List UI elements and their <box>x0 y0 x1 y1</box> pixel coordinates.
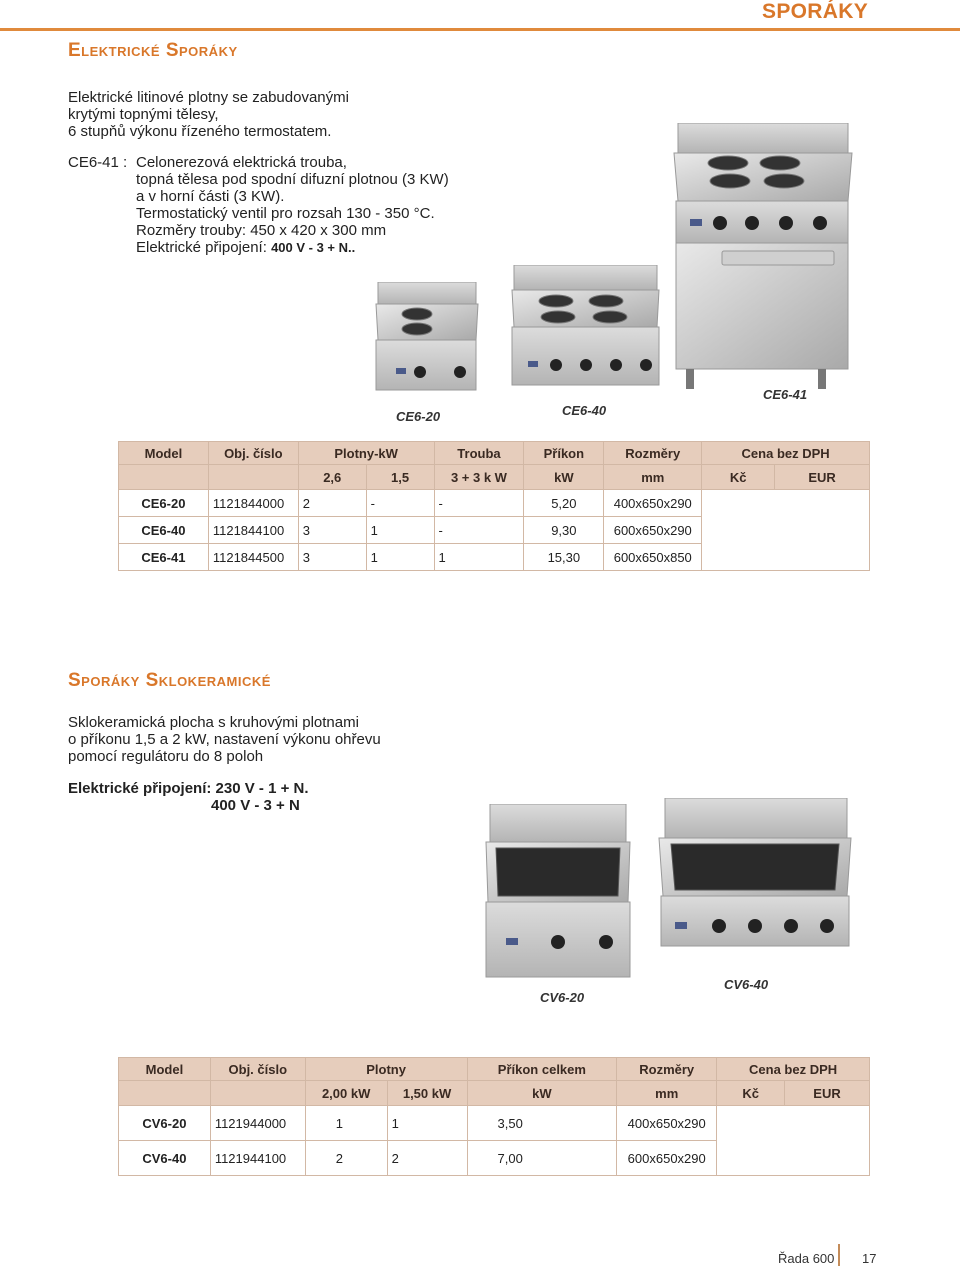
table-header-row <box>119 1058 870 1081</box>
cell-plate-a: 2 <box>305 1141 387 1176</box>
header-dims: Rozměry <box>617 1058 717 1081</box>
cell-dims: 600x650x290 <box>604 517 702 544</box>
cell-power: 7,00 <box>467 1141 617 1176</box>
cell-order: 1121944100 <box>210 1141 305 1176</box>
cell-dims: 400x650x290 <box>604 490 702 517</box>
cell-order: 1121844000 <box>208 490 298 517</box>
cell-dims: 400x650x290 <box>617 1106 717 1141</box>
cell-dims: 600x650x850 <box>604 544 702 571</box>
cell-price <box>717 1106 870 1176</box>
ceramic-description <box>68 714 381 765</box>
product-image-ce6-40 <box>508 265 663 390</box>
ce641-line: Rozměry trouby: 450 x 420 x 300 mm <box>136 222 387 239</box>
table-row <box>119 1106 870 1141</box>
description-line: pomocí regulátoru do 8 poloh <box>68 748 264 765</box>
cell-model: CV6-40 <box>119 1141 211 1176</box>
sub-dims: mm <box>604 465 702 490</box>
table-subheader-row <box>119 465 870 490</box>
cell-dims: 600x650x290 <box>617 1141 717 1176</box>
model-label-cv6-20: CV6-20 <box>540 990 585 1005</box>
footer-divider <box>838 1244 840 1266</box>
section-title-electric: Elektrické Sporáky <box>68 40 238 61</box>
header-price: Cena bez DPH <box>717 1058 870 1081</box>
electric-spec-table <box>118 441 870 571</box>
model-label-ce6-20: CE6-20 <box>396 409 441 424</box>
cell-plate-a: 3 <box>298 517 366 544</box>
header-oven: Trouba <box>434 442 524 465</box>
ceramic-connection <box>68 780 309 814</box>
header-order: Obj. číslo <box>210 1058 305 1081</box>
connection-value: 400 V - 3 + N.. <box>271 240 356 255</box>
cell-model: CV6-20 <box>119 1106 211 1141</box>
ce641-line: Celonerezová elektrická trouba, <box>136 154 347 171</box>
header-plates: Plotny <box>305 1058 467 1081</box>
cell-order: 1121944000 <box>210 1106 305 1141</box>
page-number: 17 <box>862 1251 877 1266</box>
ce641-line: a v horní části (3 KW). <box>136 188 285 205</box>
model-label-ce6-41: CE6-41 <box>763 387 808 402</box>
product-image-ce6-41 <box>670 123 855 391</box>
header-order: Obj. číslo <box>208 442 298 465</box>
cell-plate-b: 1 <box>387 1106 467 1141</box>
sub-power: kW <box>467 1081 617 1106</box>
description-line: o příkonu 1,5 a 2 kW, nastavení výkonu ohřevu <box>68 731 381 748</box>
sub-plate-a: 2,00 kW <box>305 1081 387 1106</box>
cell-plate-b: 1 <box>366 544 434 571</box>
product-image-cv6-20 <box>482 804 634 979</box>
ce641-line: Termostatický ventil pro rozsah 130 - 350 °C. <box>136 205 435 222</box>
sub-czk: Kč <box>702 465 775 490</box>
sub-plate-a: 2,6 <box>298 465 366 490</box>
header-model: Model <box>119 442 209 465</box>
sub-plate-b: 1,5 <box>366 465 434 490</box>
cell-plate-b: 1 <box>366 517 434 544</box>
cell-plate-a: 2 <box>298 490 366 517</box>
ce641-line: topná tělesa pod spodní difuzní plotnou (3 KW) <box>136 171 449 188</box>
header-power: Příkon celkem <box>467 1058 617 1081</box>
cell-order: 1121844100 <box>208 517 298 544</box>
product-image-cv6-40 <box>655 798 855 948</box>
description-line: Sklokeramická plocha s kruhovými plotnami <box>68 714 359 731</box>
table-header-row <box>119 442 870 465</box>
connection-prefix: Elektrické připojení: <box>136 239 272 256</box>
sub-power: kW <box>524 465 604 490</box>
cell-oven: - <box>434 517 524 544</box>
table-row <box>119 490 870 517</box>
footer-series: Řada 600 <box>778 1251 835 1266</box>
cell-plate-a: 3 <box>298 544 366 571</box>
sub-eur: EUR <box>775 465 870 490</box>
sub-dims: mm <box>617 1081 717 1106</box>
table-subheader-row <box>119 1081 870 1106</box>
cell-power: 5,20 <box>524 490 604 517</box>
product-image-ce6-20 <box>372 282 482 392</box>
cell-model: CE6-20 <box>119 490 209 517</box>
cell-plate-b: 2 <box>387 1141 467 1176</box>
page-category: SPORÁKY <box>762 0 868 23</box>
cell-order: 1121844500 <box>208 544 298 571</box>
sub-czk: Kč <box>717 1081 785 1106</box>
header-plates: Plotny-kW <box>298 442 434 465</box>
header-rule <box>0 28 960 31</box>
cell-power: 3,50 <box>467 1106 617 1141</box>
cell-power: 9,30 <box>524 517 604 544</box>
model-label-ce6-40: CE6-40 <box>562 403 607 418</box>
header-power: Příkon <box>524 442 604 465</box>
cell-plate-a: 1 <box>305 1106 387 1141</box>
sub-eur: EUR <box>785 1081 870 1106</box>
sub-plate-b: 1,50 kW <box>387 1081 467 1106</box>
cell-power: 15,30 <box>524 544 604 571</box>
description-line: krytými topnými tělesy, <box>68 106 219 123</box>
description-line: 6 stupňů výkonu řízeného termostatem. <box>68 123 332 140</box>
header-model: Model <box>119 1058 211 1081</box>
cell-oven: - <box>434 490 524 517</box>
connection-line: Elektrické připojení: 230 V - 1 + N. <box>68 780 309 797</box>
ce641-description <box>68 154 449 256</box>
cell-model: CE6-41 <box>119 544 209 571</box>
electric-description <box>68 89 349 140</box>
connection-line: 400 V - 3 + N <box>211 797 300 814</box>
cell-model: CE6-40 <box>119 517 209 544</box>
description-line: Elektrické litinové plotny se zabudovanými <box>68 89 349 106</box>
ce641-label: CE6-41 : <box>68 154 128 171</box>
cell-plate-b: - <box>366 490 434 517</box>
model-label-cv6-40: CV6-40 <box>724 977 769 992</box>
cell-oven: 1 <box>434 544 524 571</box>
cell-price <box>702 490 870 571</box>
sub-oven: 3 + 3 k W <box>434 465 524 490</box>
section-title-ceramic: Sporáky Sklokeramické <box>68 670 271 691</box>
header-price: Cena bez DPH <box>702 442 870 465</box>
header-dims: Rozměry <box>604 442 702 465</box>
ceramic-spec-table <box>118 1057 870 1176</box>
